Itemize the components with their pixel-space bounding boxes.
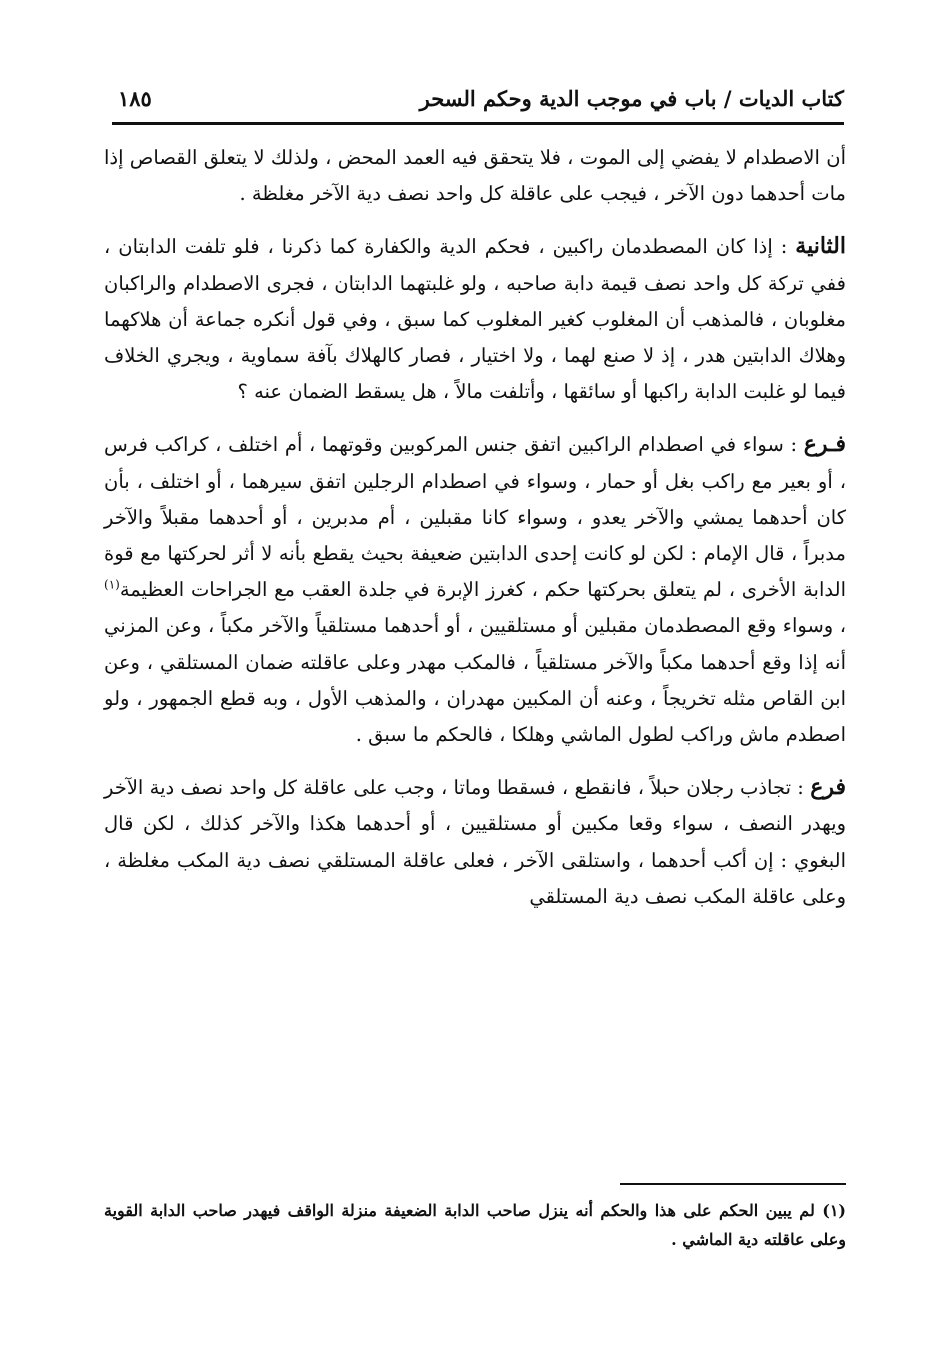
- paragraph-text: : تجاذب رجلان حبلاً ، فانقطع ، فسقطا وماتا ، وجب على عاقلة كل واحد نصف دية الآخر ويهدر النصف ، سواء وقعا مكبين أو مستلقيين ، أو أحدهما هكذا والآخر كذلك ، لكن قال البغوي : إن أكب أحدهما ، واستلقى الآخر ، فعلى عاقلة المستلقي نصف دية المكب مغلظة ، وعلى عاقلة المكب نصف دية المستلقي: [104, 776, 846, 908]
- paragraph-1: [104, 140, 846, 212]
- paragraph-text: : إذا كان المصطدمان راكبين ، فحكم الدية والكفارة كما ذكرنا ، فلو تلفت الدابتان ، ففي تركة كل واحد نصف قيمة دابة صاحبه ، ولو غلبتهما الدابتان ، فجرى الاصطدام والراكبان مغلوبان ، فالمذهب أن المغلوب كغير المغلوب كما سبق ، وفي قول أنكره جماعة أن هلاكهما وهلاك الدابتين هدر ، إذ لا صنع لهما ، ولا اختيار ، فصار كالهلاك بآفة سماوية ، ويجري الخلاف فيما لو غلبت الدابة راكبها أو سائقها ، وأتلفت مالاً ، هل يسقط الضمان عنه ؟: [104, 235, 846, 404]
- footnote: [104, 1196, 846, 1254]
- paragraph-text: أن الاصطدام لا يفضي إلى الموت ، فلا يتحقق فيه العمد المحض ، ولذلك لا يتعلق القصاص إذا مات أحدهما دون الآخر ، فيجب على عاقلة كل واحد نصف دية الآخر مغلظة .: [104, 146, 846, 206]
- paragraph-text-continued: ، وسواء وقع المصطدمان مقبلين أو مستلقيين ، أو أحدهما مستلقياً والآخر مكباً ، وعن المزني أنه إذا وقع أحدهما مكباً والآخر مستلقياً ، فالمكب مهدر وعلى عاقلته ضمان المستلقي ، وعن ابن القاص مثله تخريجاً ، وعنه أن المكبين مهدران ، والمذهب الأول ، وبه قطع الجمهور ، ولو اصطدم ماش وراكب لطول الماشي وهلكا ، فالحكم ما سبق .: [104, 614, 846, 747]
- page-number: ١٨٥: [118, 86, 152, 111]
- paragraph-text: : سواء في اصطدام الراكبين اتفق جنس المركوبين وقوتهما ، أم اختلف ، كراكب فرس ، أو بعير مع راكب بغل أو حمار ، وسواء في اصطدام الرجلين اتفق سيرهما ، أو اختلف ، بأن كان أحدهما يمشي والآخر يعدو ، وسواء كانا مقبلين ، أم مدبرين ، أو أحدهما مقبلاً والآخر مدبراً ، قال الإمام : لكن لو كانت إحدى الدابتين ضعيفة بحيث يقطع بأنه لا أثر لحركتها مع قوة الدابة الأخرى ، لم يتعلق بحركتها حكم ، كغرز الإبرة في جلدة العقب مع الجراحات العظيمة: [104, 433, 846, 602]
- main-text: [104, 140, 846, 915]
- running-header: [112, 78, 844, 122]
- paragraph-3: [104, 426, 846, 753]
- footnote-ref[interactable]: (١): [104, 577, 120, 592]
- paragraph-2: [104, 228, 846, 410]
- paragraph-label: فرع: [810, 774, 846, 801]
- header-rule: [112, 122, 844, 125]
- header-title: كتاب الديات / باب في موجب الدية وحكم السحر: [419, 86, 844, 111]
- paragraph-4: [104, 769, 846, 915]
- footnote-marker: (١): [822, 1201, 846, 1220]
- paragraph-label: الثانية: [795, 233, 846, 260]
- footnote-rule: [620, 1183, 846, 1185]
- paragraph-label: فـرع: [803, 431, 846, 458]
- footnote-text: لم يبين الحكم على هذا والحكم أنه ينزل صاحب الدابة الضعيفة منزلة الواقف فيهدر صاحب الدابة القوية وعلى عاقلته دية الماشي .: [104, 1201, 846, 1249]
